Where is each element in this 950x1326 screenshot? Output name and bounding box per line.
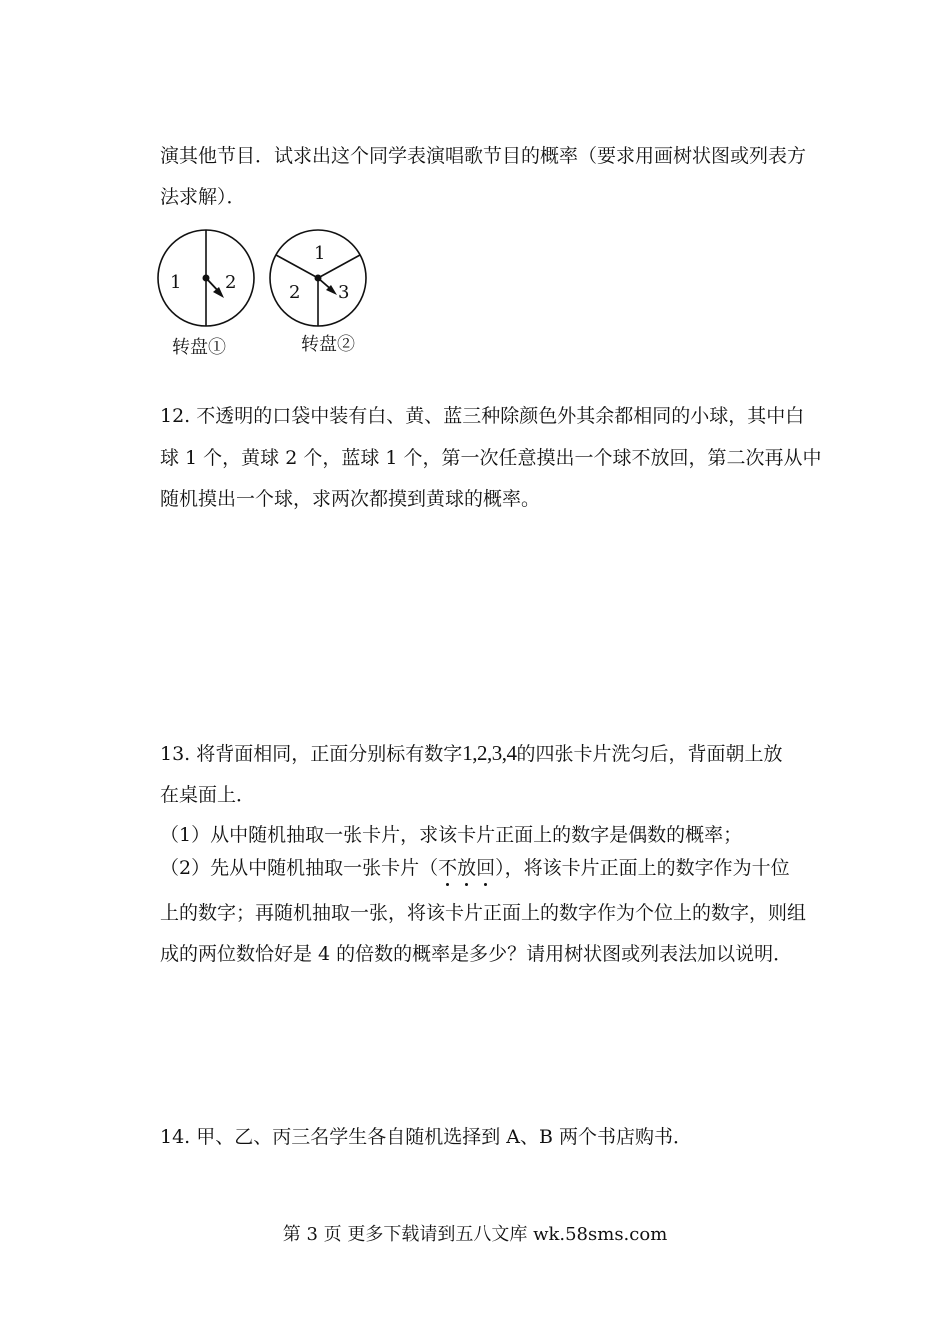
problem13-line1-post: 的四张卡片洗匀后，背面朝上放 <box>516 743 783 765</box>
spinner-1-label-2: 2 <box>225 272 237 293</box>
problem13-line1-pre: 13. 将背面相同，正面分别标有数字 <box>160 743 463 765</box>
problem13-part2-post: ），将该卡片正面上的数字作为十位 <box>495 857 790 879</box>
page-footer: 第 3 页 更多下载请到五八文库 wk.58sms.com <box>282 1224 668 1245</box>
spinner-2-label-3: 3 <box>338 282 350 303</box>
spinner-1-figure <box>150 228 262 332</box>
spinner-1-caption: 转盘① <box>172 337 226 358</box>
problem12-line3: 随机摸出一个球，求两次都摸到黄球的概率。 <box>160 488 541 510</box>
problem12-line1: 12. 不透明的口袋中装有白、黄、蓝三种除颜色外其余都相同的小球，其中白 <box>160 405 805 427</box>
problem12-line2: 球 1 个，黄球 2 个，蓝球 1 个，第一次任意摸出一个球不放回，第二次再从中 <box>160 447 822 469</box>
spinner-2-label-2: 2 <box>289 282 301 303</box>
spinner-2-label-1: 1 <box>314 243 326 264</box>
problem13-line2: 在桌面上． <box>160 784 256 806</box>
problem11-line2: 法求解）． <box>160 186 246 208</box>
spinner-1-label-1: 1 <box>170 272 182 293</box>
problem11-line1: 演其他节目．试求出这个同学表演唱歌节目的概率（要求用画树状图或列表方 <box>160 145 807 167</box>
problem13-line5: 上的数字；再随机抽取一张，将该卡片正面上的数字作为个位上的数字，则组 <box>160 902 807 924</box>
problem13-card-numbers: 1,2,3,4 <box>462 741 517 765</box>
spinner-2-caption: 转盘② <box>301 334 355 355</box>
problem13-part2 <box>160 859 790 878</box>
problem14-line1: 14. 甲、乙、丙三名学生各自随机选择到 A、B 两个书店购书． <box>160 1126 693 1148</box>
emphasis-no-return: 不放回 <box>438 857 496 879</box>
problem13-line6: 成的两位数恰好是 4 的倍数的概率是多少？请用树状图或列表法加以说明． <box>160 943 793 965</box>
problem13-part1: （1）从中随机抽取一张卡片，求该卡片正面上的数字是偶数的概率； <box>160 824 743 846</box>
problem13-line1 <box>160 743 783 764</box>
problem13-part2-pre: （2）先从中随机抽取一张卡片（ <box>160 857 439 879</box>
